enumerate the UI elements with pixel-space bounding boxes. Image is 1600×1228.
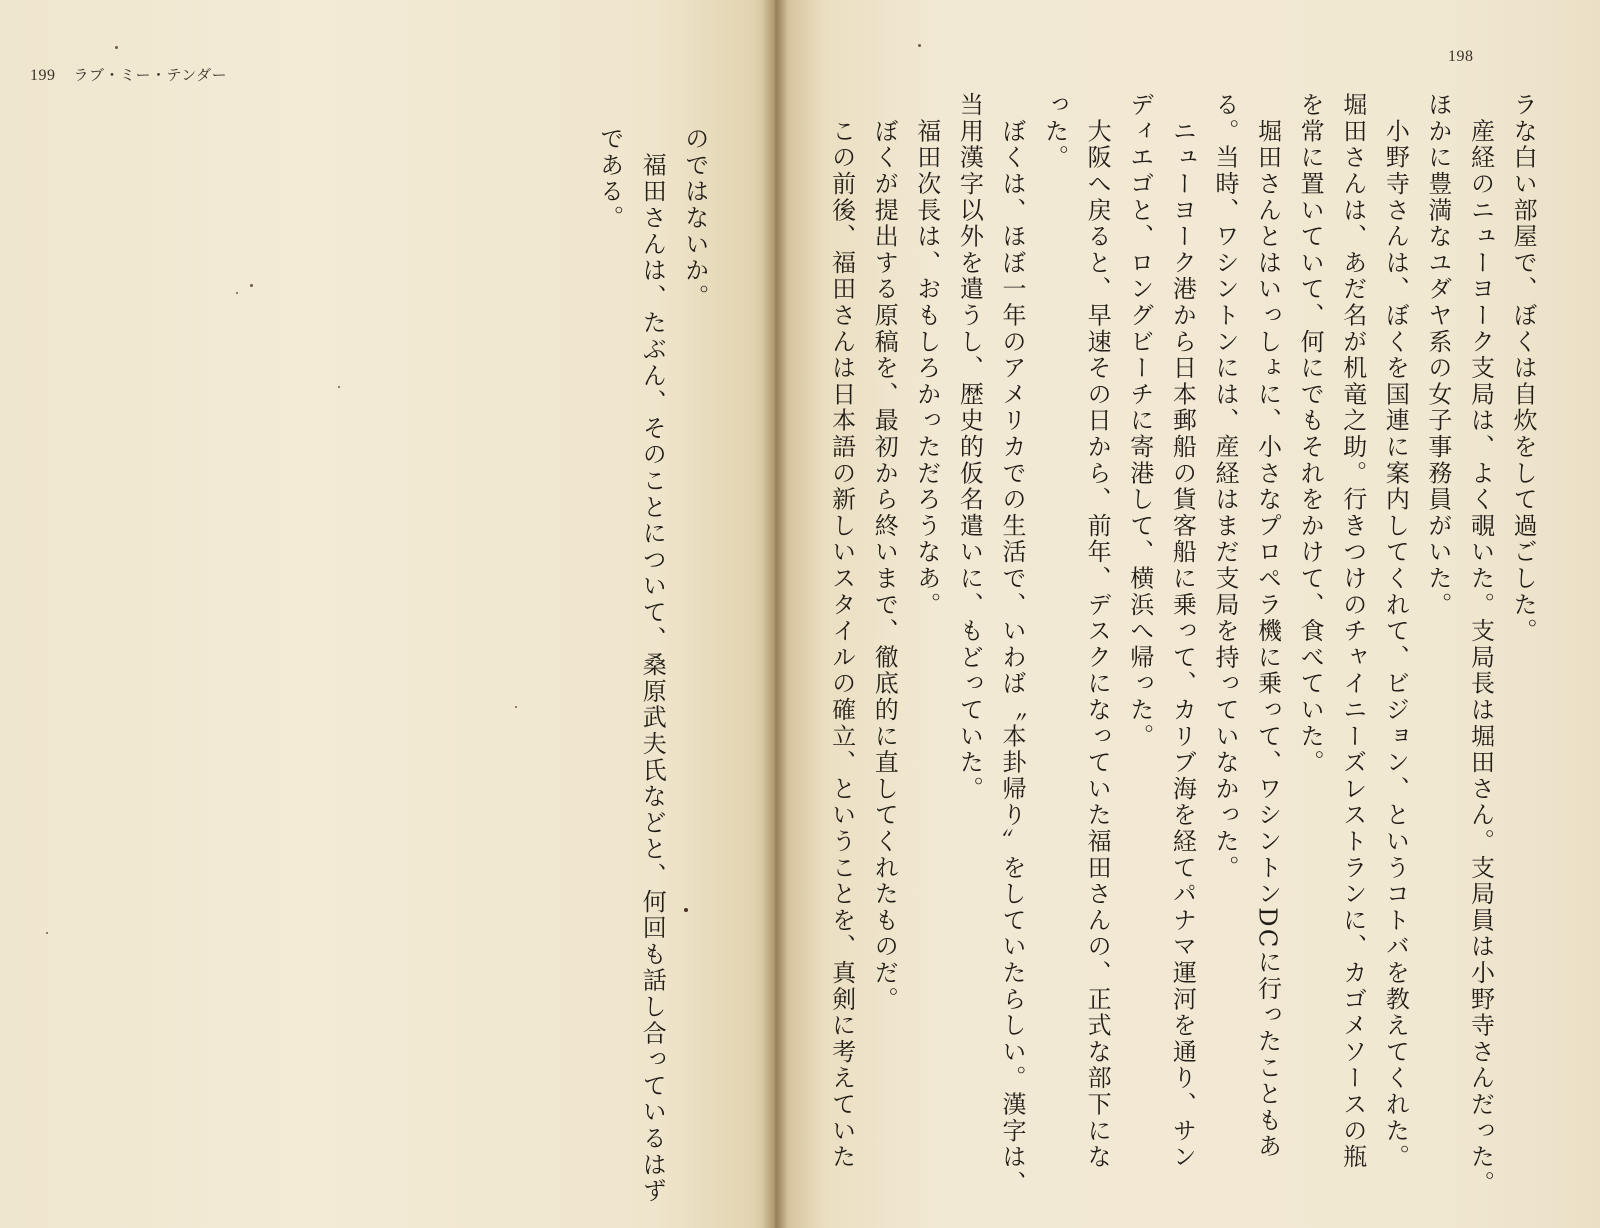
left-page <box>0 0 775 1228</box>
text-line: る。当時、ワシントンには、産経はまだ支局を持っていなかった。 <box>1210 92 1239 881</box>
text-line: 福田次長は、おもしろかっただろうなあ。 <box>912 92 941 618</box>
paper-speck <box>515 706 517 708</box>
text-line: 堀田さんは、あだ名が机竜之助。行きつけのチャイニーズレストランに、カゴメソースの瓶 <box>1338 92 1367 1171</box>
text-line: 福田さんは、たぶん、そのことについて、桑原武夫氏などと、何回も話し合っているはず <box>638 126 667 1205</box>
text-line: ディエゴと、ロングビーチに寄港して、横浜へ帰った。 <box>1125 92 1154 750</box>
text-line: 産経のニューヨーク支局は、よく覗いた。支局長は堀田さん。支局員は小野寺さんだった。 <box>1466 92 1495 1197</box>
paper-speck <box>250 284 253 287</box>
right-page-number: 198 <box>1448 48 1474 65</box>
text-line: のではないか。 <box>680 126 709 311</box>
paper-speck <box>115 46 118 49</box>
text-line: である。 <box>595 126 624 232</box>
paper-speck <box>338 386 340 388</box>
text-line: ぼくが提出する原稿を、最初から終いまで、徹底的に直してくれたものだ。 <box>870 92 899 1013</box>
text-line: ラな白い部屋で、ぼくは自炊をして過ごした。 <box>1509 92 1538 645</box>
text-line: 小野寺さんは、ぼくを国連に案内してくれて、ビジョン、というコトバを教えてくれた。 <box>1381 92 1410 1171</box>
paper-speck <box>684 908 688 912</box>
text-line: 堀田さんとはいっしょに、小さなプロペラ機に乗って、ワシントンDCに行ったこともあ <box>1253 92 1282 1160</box>
text-line: った。 <box>1040 92 1069 171</box>
left-page-header <box>30 64 227 85</box>
text-line: 当用漢字以外を遣うし、歴史的仮名遣いに、もどっていた。 <box>955 92 984 803</box>
text-line: ニューヨーク港から日本郵船の貨客船に乗って、カリブ海を経てパナマ運河を通り、サン <box>1168 92 1197 1171</box>
paper-speck <box>236 292 238 294</box>
left-page-body <box>588 126 716 1205</box>
left-page-number: 199 <box>30 67 56 84</box>
text-line: この前後、福田さんは日本語の新しいスタイルの確立、ということを、真剣に考えていた <box>827 92 856 1171</box>
running-title: ラブ・ミー・テンダー <box>73 66 228 84</box>
paper-speck <box>918 44 921 47</box>
text-line: ほかに豊満なユダヤ系の女子事務員がいた。 <box>1423 92 1452 618</box>
right-page-body <box>820 92 1544 1197</box>
text-line: 大阪へ戻ると、早速その日から、前年、デスクになっていた福田さんの、正式な部下にな <box>1083 92 1112 1171</box>
text-line: ぼくは、ほぼ一年のアメリカでの生活で、いわば〝本卦帰り〟をしていたらしい。漢字は、 <box>997 92 1026 1197</box>
book-gutter <box>762 0 788 1228</box>
text-line: を常に置いていて、何にでもそれをかけて、食べていた。 <box>1296 92 1325 776</box>
paper-speck <box>46 932 48 934</box>
